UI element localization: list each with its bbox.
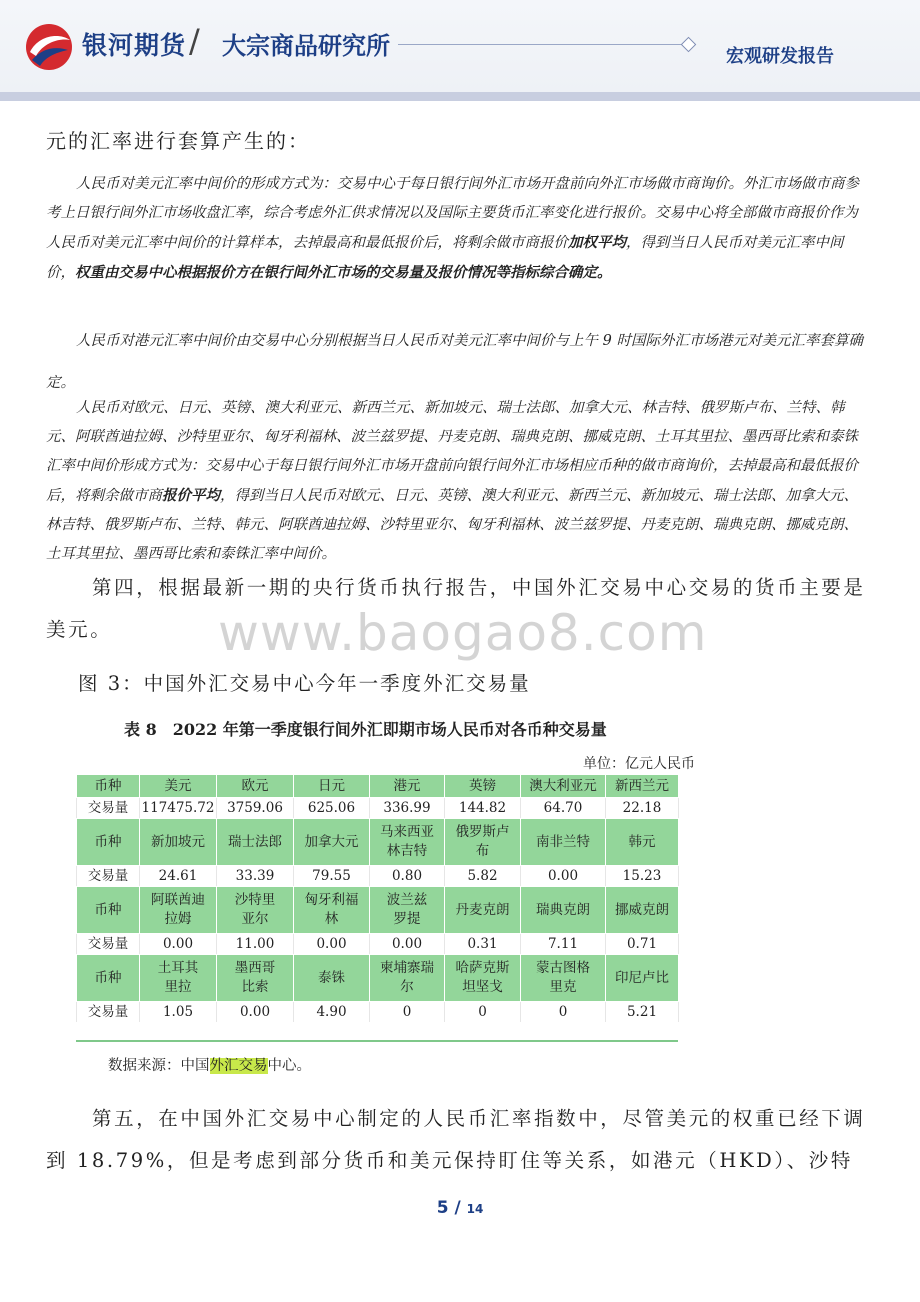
table-bottom-rule [76, 1040, 678, 1042]
source-suffix: 中心。 [267, 1058, 311, 1074]
currency-cell: 美元 [140, 775, 217, 798]
value-label: 交易量 [77, 866, 140, 887]
volume-cell: 4.90 [294, 1002, 370, 1023]
paragraph-4: 第四，根据最新一期的央行货币执行报告，中国外汇交易中心交易的货币主要是美元。 [46, 576, 866, 641]
header-label: 币种 [77, 955, 140, 1002]
page-sep: / [448, 1198, 467, 1218]
header-rule [398, 44, 682, 45]
volume-cell: 15.23 [606, 866, 679, 887]
currency-cell: 瑞典克朗 [521, 887, 606, 934]
table-row [77, 775, 679, 798]
currency-cell: 港元 [370, 775, 445, 798]
watermark: www.baogao8.com [218, 604, 708, 662]
galaxy-logo-icon [24, 22, 74, 72]
currency-cell: 俄罗斯卢布 [445, 819, 521, 866]
currency-cell: 哈萨克斯坦坚戈 [445, 955, 521, 1002]
quote-text: 人民币对美元汇率中间价的形成方式为：交易中心于每日银行间外汇市场开盘前向外汇市场做市商询价。外汇市场做市商参考上日银行间外汇市场收盘汇率，综合考虑外汇供求情况以及国际主要货币汇率变化进行报价。交易中心将全部做市商报价作为人民币对美元汇率中间价的计算样本，去掉最高和最低报价后，将剩余做市商报价 [46, 176, 859, 251]
value-label: 交易量 [77, 1002, 140, 1023]
currency-cell: 印尼卢比 [606, 955, 679, 1002]
quote-bold: 报价平均 [162, 487, 220, 504]
volume-cell: 117475.72 [140, 798, 217, 819]
volume-cell: 1.05 [140, 1002, 217, 1023]
currency-cell: 欧元 [217, 775, 294, 798]
page-current: 5 [436, 1198, 449, 1218]
quote-bold: 权重由交易中心根据报价方在银行间外汇市场的交易量及报价情况等指标综合确定。 [75, 264, 612, 281]
volume-cell: 7.11 [521, 934, 606, 955]
value-label: 交易量 [77, 798, 140, 819]
volume-cell: 5.21 [606, 1002, 679, 1023]
currency-cell: 挪威克朗 [606, 887, 679, 934]
value-label: 交易量 [77, 934, 140, 955]
currency-cell: 柬埔寨瑞尔 [370, 955, 445, 1002]
table-row [77, 866, 679, 887]
header-label: 币种 [77, 775, 140, 798]
figure-caption: 图 3：中国外汇交易中心今年一季度外汇交易量 [78, 672, 531, 695]
currency-cell: 土耳其里拉 [140, 955, 217, 1002]
volume-cell: 0 [370, 1002, 445, 1023]
volume-cell: 0.00 [294, 934, 370, 955]
currency-cell: 阿联酋迪拉姆 [140, 887, 217, 934]
quote-text: 人民币对欧元、日元、英镑、澳大利亚元、新西兰元、新加坡元、瑞士法郎、加拿大元、林吉特、俄罗斯卢布、兰特、韩元、阿联酋迪拉姆、沙特里亚尔、匈牙利福林、波兰兹罗提、丹麦克朗、瑞典克朗、挪威克朗、土耳其里拉、墨西哥比索和泰铢汇率中间价形成方式为：交易中心于每日银行间外汇市场开盘前向银行间外汇市场相应币种的做市商询价，去掉最高和最低报价后，将剩余做市商 [46, 400, 858, 504]
fx-volume-table [76, 774, 679, 1023]
volume-cell: 0 [521, 1002, 606, 1023]
currency-cell: 新西兰元 [606, 775, 679, 798]
header-label: 币种 [77, 819, 140, 866]
quote-usd-fixing [46, 170, 864, 288]
volume-cell: 0.00 [521, 866, 606, 887]
brand-name: 银河期货 [82, 31, 187, 60]
volume-cell: 0.80 [370, 866, 445, 887]
volume-cell: 0.00 [370, 934, 445, 955]
currency-cell: 英镑 [445, 775, 521, 798]
table-row [77, 819, 679, 866]
volume-cell: 0.71 [606, 934, 679, 955]
volume-cell: 3759.06 [217, 798, 294, 819]
currency-cell: 韩元 [606, 819, 679, 866]
report-header [0, 0, 920, 92]
page-number [0, 1198, 920, 1218]
report-type: 宏观研发报告 [726, 46, 834, 67]
page-total: 14 [466, 1202, 484, 1216]
quote-hkd-fixing: 人民币对港元汇率中间价由交易中心分别根据当日人民币对美元汇率中间价与上午 9 时国际外汇市场港元对美元汇率套算确定。 [46, 333, 863, 391]
paragraph-5: 第五，在中国外汇交易中心制定的人民币汇率指数中，尽管美元的权重已经下调到 18.79%，但是考虑到部分货币和美元保持盯住等关系，如港元（HKD）、沙特 [46, 1107, 866, 1172]
table-row [77, 955, 679, 1002]
currency-cell: 沙特里亚尔 [217, 887, 294, 934]
currency-cell: 马来西亚林吉特 [370, 819, 445, 866]
diamond-ornament-icon [681, 37, 697, 53]
currency-cell: 加拿大元 [294, 819, 370, 866]
quote-text: ，得到当日人民币对美元汇率中间价， [46, 235, 844, 281]
volume-cell: 0.00 [217, 1002, 294, 1023]
quote-text: ，得到当日人民币对欧元、日元、英镑、澳大利亚元、新西兰元、新加坡元、瑞士法郎、加拿大元、林吉特、俄罗斯卢布、兰特、韩元、阿联酋迪拉姆、沙特里亚尔、匈牙利福林、波兰兹罗提、丹麦克朗、瑞典克朗、挪威克朗、土耳其里拉、墨西哥比索和泰铢汇率中间价。 [46, 488, 858, 562]
currency-cell: 南非兰特 [521, 819, 606, 866]
currency-cell: 澳大利亚元 [521, 775, 606, 798]
currency-cell: 瑞士法郎 [217, 819, 294, 866]
volume-cell: 0.31 [445, 934, 521, 955]
volume-cell: 336.99 [370, 798, 445, 819]
header-bar [0, 92, 920, 101]
volume-cell: 144.82 [445, 798, 521, 819]
currency-cell: 丹麦克朗 [445, 887, 521, 934]
currency-cell: 墨西哥比索 [217, 955, 294, 1002]
source-highlight: 外汇交易 [209, 1058, 268, 1074]
header-divider: / [189, 22, 200, 60]
quote-other-fixing [46, 394, 864, 569]
currency-cell: 日元 [294, 775, 370, 798]
data-source [108, 1054, 311, 1075]
institute-name: 大宗商品研究所 [222, 32, 390, 60]
volume-cell: 0.00 [140, 934, 217, 955]
currency-cell: 泰铢 [294, 955, 370, 1002]
intro-line: 元的汇率进行套算产生的： [46, 129, 310, 153]
volume-cell: 625.06 [294, 798, 370, 819]
table-row [77, 1002, 679, 1023]
table-title: 表 8 2022 年第一季度银行间外汇即期市场人民币对各币种交易量 [124, 720, 607, 739]
table-row [77, 887, 679, 934]
source-prefix: 数据来源：中国 [108, 1058, 210, 1074]
table-unit: 单位：亿元人民币 [583, 756, 695, 772]
currency-cell: 匈牙利福林 [294, 887, 370, 934]
currency-cell: 新加坡元 [140, 819, 217, 866]
currency-cell: 蒙古图格里克 [521, 955, 606, 1002]
volume-cell: 24.61 [140, 866, 217, 887]
volume-cell: 5.82 [445, 866, 521, 887]
table-row [77, 934, 679, 955]
volume-cell: 79.55 [294, 866, 370, 887]
volume-cell: 0 [445, 1002, 521, 1023]
volume-cell: 22.18 [606, 798, 679, 819]
quote-bold: 加权平均 [568, 234, 626, 251]
volume-cell: 11.00 [217, 934, 294, 955]
volume-cell: 33.39 [217, 866, 294, 887]
table-row [77, 798, 679, 819]
currency-cell: 波兰兹罗提 [370, 887, 445, 934]
header-label: 币种 [77, 887, 140, 934]
volume-cell: 64.70 [521, 798, 606, 819]
